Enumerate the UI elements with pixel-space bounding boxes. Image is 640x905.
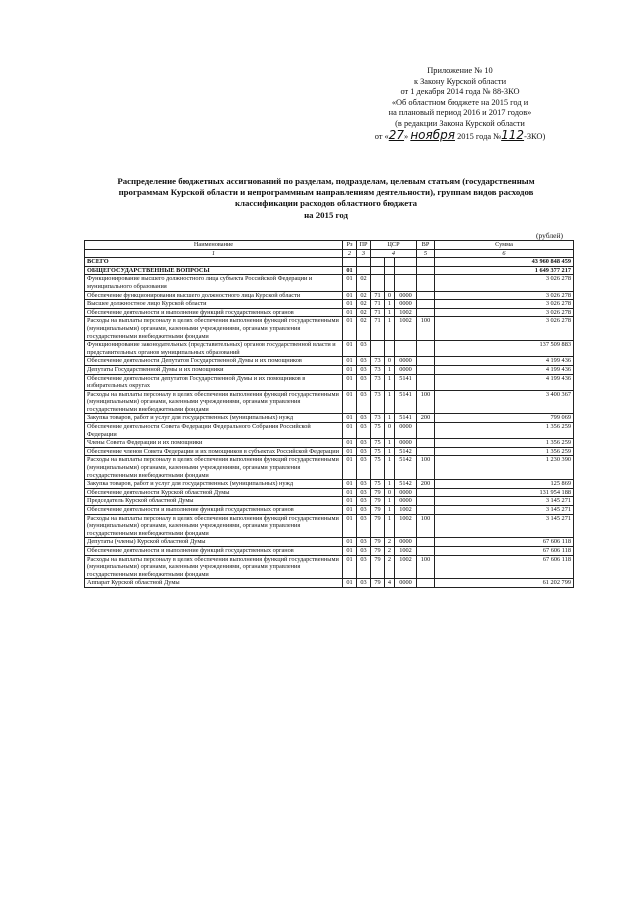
cell-c1 — [371, 341, 385, 357]
table-row — [85, 546, 574, 555]
cell-vr — [417, 275, 435, 291]
header-sum: Сумма — [435, 241, 574, 250]
cell-c1 — [371, 258, 385, 267]
cell-c3: 0000 — [395, 291, 417, 300]
cell-c1: 79 — [371, 538, 385, 547]
cell-pr: 02 — [357, 275, 371, 291]
cell-sum: 1 356 259 — [435, 423, 574, 439]
table-row — [85, 414, 574, 423]
cell-c3: 0000 — [395, 365, 417, 374]
cell-c2: 1 — [385, 447, 395, 456]
cell-c3: 0000 — [395, 300, 417, 309]
index-cell: 3 — [357, 249, 371, 258]
cell-rz: 01 — [343, 456, 357, 480]
cell-name: Закупка товаров, работ и услуг для государственных (муниципальных) нужд — [85, 480, 343, 489]
appendix-line: к Закону Курской области — [413, 76, 507, 86]
table-row — [85, 258, 574, 267]
unit-label: (рублей) — [536, 231, 564, 240]
cell-name: Обеспечение функционирования высшего должностного лица Курской области — [85, 291, 343, 300]
cell-c1: 71 — [371, 317, 385, 341]
handwritten-number: 112 — [501, 127, 525, 142]
cell-pr: 03 — [357, 506, 371, 515]
cell-rz: 01 — [343, 439, 357, 448]
cell-rz: 01 — [343, 291, 357, 300]
cell-name: Депутаты (члены) Курской областной Думы — [85, 538, 343, 547]
cell-rz: 01 — [343, 480, 357, 489]
cell-vr — [417, 579, 435, 588]
cell-c2 — [385, 266, 395, 275]
title-line: Распределение бюджетных ассигнований по разделам, подразделам, целевым статьям (государственным — [117, 176, 535, 186]
cell-pr: 03 — [357, 538, 371, 547]
cell-sum: 43 960 848 459 — [435, 258, 574, 267]
cell-c3 — [395, 275, 417, 291]
table-row — [85, 447, 574, 456]
cell-rz: 01 — [343, 275, 357, 291]
cell-c3: 1002 — [395, 308, 417, 317]
cell-vr — [417, 423, 435, 439]
table-row — [85, 266, 574, 275]
table-row — [85, 423, 574, 439]
cell-vr — [417, 538, 435, 547]
cell-c1: 71 — [371, 308, 385, 317]
cell-sum: 67 606 118 — [435, 555, 574, 579]
cell-vr — [417, 357, 435, 366]
cell-c3: 0000 — [395, 497, 417, 506]
cell-c2: 2 — [385, 546, 395, 555]
cell-rz: 01 — [343, 308, 357, 317]
cell-sum: 4 199 436 — [435, 374, 574, 390]
cell-c1: 73 — [371, 374, 385, 390]
handwritten-day: 27 — [388, 127, 405, 142]
cell-pr: 03 — [357, 357, 371, 366]
cell-name: Расходы на выплаты персоналу в целях обеспечения выполнения функций государственными (муниципальными) органами, казенными учреждениями, органами управления государственными внебюджетными фондами — [85, 390, 343, 414]
appendix-date-line — [340, 127, 580, 143]
cell-rz: 01 — [343, 497, 357, 506]
cell-sum: 799 069 — [435, 414, 574, 423]
header-csr: ЦСР — [371, 241, 417, 250]
cell-c1: 75 — [371, 456, 385, 480]
cell-c1 — [371, 266, 385, 275]
cell-name: Обеспечение деятельности Курской областной Думы — [85, 488, 343, 497]
cell-name: ОБЩЕГОСУДАРСТВЕННЫЕ ВОПРОСЫ — [85, 266, 343, 275]
title-line: программам Курской области и непрограммным направлениям деятельности), группам видов расходов — [118, 187, 534, 198]
cell-pr: 03 — [357, 514, 371, 538]
cell-rz: 01 — [343, 579, 357, 588]
header-rz: Рз — [343, 241, 357, 250]
cell-rz: 01 — [343, 414, 357, 423]
cell-vr — [417, 365, 435, 374]
cell-c2: 1 — [385, 414, 395, 423]
cell-pr: 03 — [357, 546, 371, 555]
cell-vr — [417, 300, 435, 309]
cell-c2: 1 — [385, 480, 395, 489]
date-quote: » — [404, 131, 409, 141]
cell-rz: 01 — [343, 514, 357, 538]
handwritten-month: ноября — [410, 127, 455, 142]
table-row — [85, 308, 574, 317]
cell-name: Аппарат Курской областной Думы — [85, 579, 343, 588]
cell-c2: 1 — [385, 497, 395, 506]
cell-pr: 02 — [357, 308, 371, 317]
table-row — [85, 357, 574, 366]
cell-c2 — [385, 341, 395, 357]
title-line: на 2015 год — [304, 209, 348, 220]
cell-pr: 02 — [357, 300, 371, 309]
cell-vr — [417, 258, 435, 267]
cell-name: Функционирование высшего должностного лица субъекта Российской Федерации и муниципального образования — [85, 275, 343, 291]
cell-pr: 03 — [357, 374, 371, 390]
cell-pr: 03 — [357, 390, 371, 414]
cell-c2: 1 — [385, 317, 395, 341]
table-row — [85, 497, 574, 506]
cell-rz: 01 — [343, 546, 357, 555]
cell-rz: 01 — [343, 447, 357, 456]
cell-c1: 71 — [371, 291, 385, 300]
cell-pr: 03 — [357, 365, 371, 374]
cell-vr: 100 — [417, 555, 435, 579]
cell-name: Обеспечение деятельности депутатов Государственной Думы и их помощников в избирательных округах — [85, 374, 343, 390]
cell-c3 — [395, 258, 417, 267]
cell-c2: 0 — [385, 423, 395, 439]
cell-c1: 79 — [371, 514, 385, 538]
cell-rz: 01 — [343, 555, 357, 579]
cell-sum: 4 199 436 — [435, 365, 574, 374]
document-title — [66, 176, 586, 221]
table-row — [85, 480, 574, 489]
header-vr: ВР — [417, 241, 435, 250]
cell-c1: 75 — [371, 447, 385, 456]
cell-name: Обеспечение деятельности и выполнение функций государственных органов — [85, 308, 343, 317]
cell-c2: 1 — [385, 365, 395, 374]
cell-name: Высшее должностное лицо Курской области — [85, 300, 343, 309]
cell-sum: 67 606 118 — [435, 538, 574, 547]
header-row — [85, 241, 574, 250]
date-suffix: -ЗКО) — [524, 131, 546, 141]
cell-c1 — [371, 275, 385, 291]
cell-vr — [417, 341, 435, 357]
cell-sum: 4 199 436 — [435, 357, 574, 366]
table-row — [85, 365, 574, 374]
cell-name: Расходы на выплаты персоналу в целях обеспечения выполнения функций государственными (муниципальными) органами, казенными учреждениями, органами управления государственными внебюджетными фондами — [85, 514, 343, 538]
cell-pr: 03 — [357, 423, 371, 439]
cell-sum: 3 026 278 — [435, 300, 574, 309]
cell-rz: 01 — [343, 317, 357, 341]
cell-name: Обеспечение деятельности и выполнение функций государственных органов — [85, 546, 343, 555]
cell-c3: 0000 — [395, 423, 417, 439]
cell-pr — [357, 258, 371, 267]
cell-name: Расходы на выплаты персоналу в целях обеспечения выполнения функций государственными (муниципальными) органами, казенными учреждениями, органами управления государственными внебюджетными фондами — [85, 555, 343, 579]
cell-vr — [417, 308, 435, 317]
cell-rz: 01 — [343, 390, 357, 414]
cell-name: Функционирование законодательных (представительных) органов государственной власти и представительных органов муниципальных образований — [85, 341, 343, 357]
title-line: классификации расходов областного бюджета — [234, 198, 418, 209]
cell-c1: 79 — [371, 497, 385, 506]
date-year: 2015 года № — [457, 131, 502, 141]
cell-pr: 03 — [357, 555, 371, 579]
cell-vr: 100 — [417, 514, 435, 538]
cell-c3: 1002 — [395, 546, 417, 555]
table-row — [85, 390, 574, 414]
cell-vr — [417, 497, 435, 506]
cell-name: Обеспечение деятельности Депутатов Государственной Думы и их помощников — [85, 357, 343, 366]
cell-c2: 1 — [385, 439, 395, 448]
cell-c1: 75 — [371, 439, 385, 448]
cell-sum: 3 145 271 — [435, 514, 574, 538]
cell-sum: 3 400 367 — [435, 390, 574, 414]
cell-rz: 01 — [343, 266, 357, 275]
cell-sum: 61 202 799 — [435, 579, 574, 588]
cell-c3: 5142 — [395, 480, 417, 489]
cell-c2 — [385, 258, 395, 267]
cell-c2: 1 — [385, 308, 395, 317]
cell-vr: 100 — [417, 317, 435, 341]
cell-rz: 01 — [343, 374, 357, 390]
cell-c2: 1 — [385, 456, 395, 480]
cell-c3: 5141 — [395, 414, 417, 423]
index-cell: 1 — [85, 249, 343, 258]
table-row — [85, 439, 574, 448]
cell-c2: 1 — [385, 514, 395, 538]
cell-c3: 0000 — [395, 538, 417, 547]
cell-vr — [417, 447, 435, 456]
cell-c2: 1 — [385, 390, 395, 414]
cell-c3: 1002 — [395, 317, 417, 341]
cell-c3: 0000 — [395, 439, 417, 448]
cell-c3: 1002 — [395, 506, 417, 515]
cell-sum: 125 869 — [435, 480, 574, 489]
cell-c3 — [395, 341, 417, 357]
cell-c1: 79 — [371, 546, 385, 555]
cell-c3: 5142 — [395, 456, 417, 480]
cell-rz: 01 — [343, 300, 357, 309]
table-row — [85, 555, 574, 579]
cell-sum: 3 145 271 — [435, 506, 574, 515]
cell-c2: 0 — [385, 488, 395, 497]
table-row — [85, 538, 574, 547]
cell-c3: 5141 — [395, 374, 417, 390]
cell-sum: 3 026 278 — [435, 317, 574, 341]
cell-c1: 79 — [371, 488, 385, 497]
cell-vr: 200 — [417, 414, 435, 423]
cell-c2: 0 — [385, 357, 395, 366]
cell-c2: 2 — [385, 538, 395, 547]
cell-rz — [343, 258, 357, 267]
cell-pr — [357, 266, 371, 275]
cell-vr — [417, 439, 435, 448]
cell-c2: 1 — [385, 374, 395, 390]
cell-c1: 73 — [371, 365, 385, 374]
cell-c3: 5141 — [395, 390, 417, 414]
appendix-note — [340, 66, 580, 142]
index-row — [85, 249, 574, 258]
date-prefix: от « — [374, 131, 389, 141]
cell-name: ВСЕГО — [85, 258, 343, 267]
cell-name: Члены Совета Федерации и их помощники — [85, 439, 343, 448]
cell-c1: 79 — [371, 555, 385, 579]
table-row — [85, 374, 574, 390]
cell-rz: 01 — [343, 341, 357, 357]
budget-table — [84, 240, 574, 588]
cell-pr: 03 — [357, 488, 371, 497]
cell-pr: 03 — [357, 480, 371, 489]
cell-name: Обеспечение деятельности и выполнение функций государственных органов — [85, 506, 343, 515]
index-cell: 4 — [371, 249, 417, 258]
cell-rz: 01 — [343, 488, 357, 497]
cell-name: Обеспечение членов Совета Федерации и их помощников в субъектах Российской Федерации — [85, 447, 343, 456]
cell-rz: 01 — [343, 357, 357, 366]
table-row — [85, 456, 574, 480]
cell-sum: 1 230 390 — [435, 456, 574, 480]
cell-c3: 5142 — [395, 447, 417, 456]
cell-rz: 01 — [343, 365, 357, 374]
cell-c1: 79 — [371, 579, 385, 588]
table-row — [85, 317, 574, 341]
cell-name: Закупка товаров, работ и услуг для государственных (муниципальных) нужд — [85, 414, 343, 423]
table-row — [85, 506, 574, 515]
cell-pr: 03 — [357, 456, 371, 480]
cell-c1: 75 — [371, 480, 385, 489]
table-row — [85, 488, 574, 497]
cell-sum: 1 356 259 — [435, 447, 574, 456]
cell-c2: 1 — [385, 300, 395, 309]
cell-sum: 67 606 118 — [435, 546, 574, 555]
appendix-line: на плановый период 2016 и 2017 годов» — [388, 108, 532, 118]
cell-name: Председатель Курской областной Думы — [85, 497, 343, 506]
cell-c2: 4 — [385, 579, 395, 588]
cell-c1: 73 — [371, 390, 385, 414]
cell-c2: 0 — [385, 291, 395, 300]
cell-pr: 02 — [357, 317, 371, 341]
cell-rz: 01 — [343, 538, 357, 547]
cell-c3: 1002 — [395, 514, 417, 538]
index-cell: 5 — [417, 249, 435, 258]
cell-sum: 3 145 271 — [435, 497, 574, 506]
cell-pr: 03 — [357, 579, 371, 588]
cell-vr — [417, 291, 435, 300]
cell-c1: 73 — [371, 357, 385, 366]
cell-rz: 01 — [343, 506, 357, 515]
cell-c3: 0000 — [395, 357, 417, 366]
cell-vr — [417, 266, 435, 275]
cell-vr: 200 — [417, 480, 435, 489]
cell-pr: 03 — [357, 439, 371, 448]
cell-sum: 3 026 278 — [435, 291, 574, 300]
cell-pr: 03 — [357, 414, 371, 423]
table-row — [85, 579, 574, 588]
cell-c1: 71 — [371, 300, 385, 309]
cell-vr — [417, 488, 435, 497]
cell-vr: 100 — [417, 456, 435, 480]
index-cell: 2 — [343, 249, 357, 258]
cell-rz: 01 — [343, 423, 357, 439]
cell-name: Расходы на выплаты персоналу в целях обеспечения выполнения функций государственными (муниципальными) органами, казенными учреждениями, органами управления государственными внебюджетными фондами — [85, 317, 343, 341]
cell-c2: 2 — [385, 555, 395, 579]
cell-c2 — [385, 275, 395, 291]
cell-c1: 73 — [371, 414, 385, 423]
appendix-line: от 1 декабря 2014 года № 88-ЗКО — [400, 87, 520, 97]
cell-c3: 0000 — [395, 579, 417, 588]
cell-c3 — [395, 266, 417, 275]
header-name: Наименование — [85, 241, 343, 250]
cell-sum: 131 954 188 — [435, 488, 574, 497]
table-row — [85, 300, 574, 309]
cell-sum: 137 509 883 — [435, 341, 574, 357]
table-row — [85, 341, 574, 357]
cell-name: Депутаты Государственной Думы и их помощники — [85, 365, 343, 374]
cell-pr: 03 — [357, 447, 371, 456]
cell-sum: 1 649 377 217 — [435, 266, 574, 275]
appendix-line: (в редакции Закона Курской области — [395, 118, 525, 128]
cell-sum: 3 026 278 — [435, 308, 574, 317]
cell-pr: 03 — [357, 497, 371, 506]
table-row — [85, 514, 574, 538]
appendix-line: Приложение № 10 — [427, 66, 493, 75]
table-row — [85, 291, 574, 300]
header-pr: ПР — [357, 241, 371, 250]
cell-sum: 3 026 278 — [435, 275, 574, 291]
cell-vr: 100 — [417, 390, 435, 414]
cell-c1: 75 — [371, 423, 385, 439]
cell-name: Расходы на выплаты персоналу в целях обеспечения выполнения функций государственными (муниципальными) органами, казенными учреждениями, органами управления государственными внебюджетными фондами — [85, 456, 343, 480]
cell-c2: 1 — [385, 506, 395, 515]
cell-c1: 79 — [371, 506, 385, 515]
cell-vr — [417, 374, 435, 390]
index-cell: 6 — [435, 249, 574, 258]
appendix-line: «Об областном бюджете на 2015 год и — [391, 97, 529, 107]
cell-sum: 1 356 259 — [435, 439, 574, 448]
table-row — [85, 275, 574, 291]
cell-c3: 1002 — [395, 555, 417, 579]
cell-pr: 03 — [357, 341, 371, 357]
cell-name: Обеспечение деятельности Совета Федерации Федерального Собрания Российской Федерации — [85, 423, 343, 439]
cell-pr: 02 — [357, 291, 371, 300]
cell-vr — [417, 506, 435, 515]
cell-c3: 0000 — [395, 488, 417, 497]
cell-vr — [417, 546, 435, 555]
